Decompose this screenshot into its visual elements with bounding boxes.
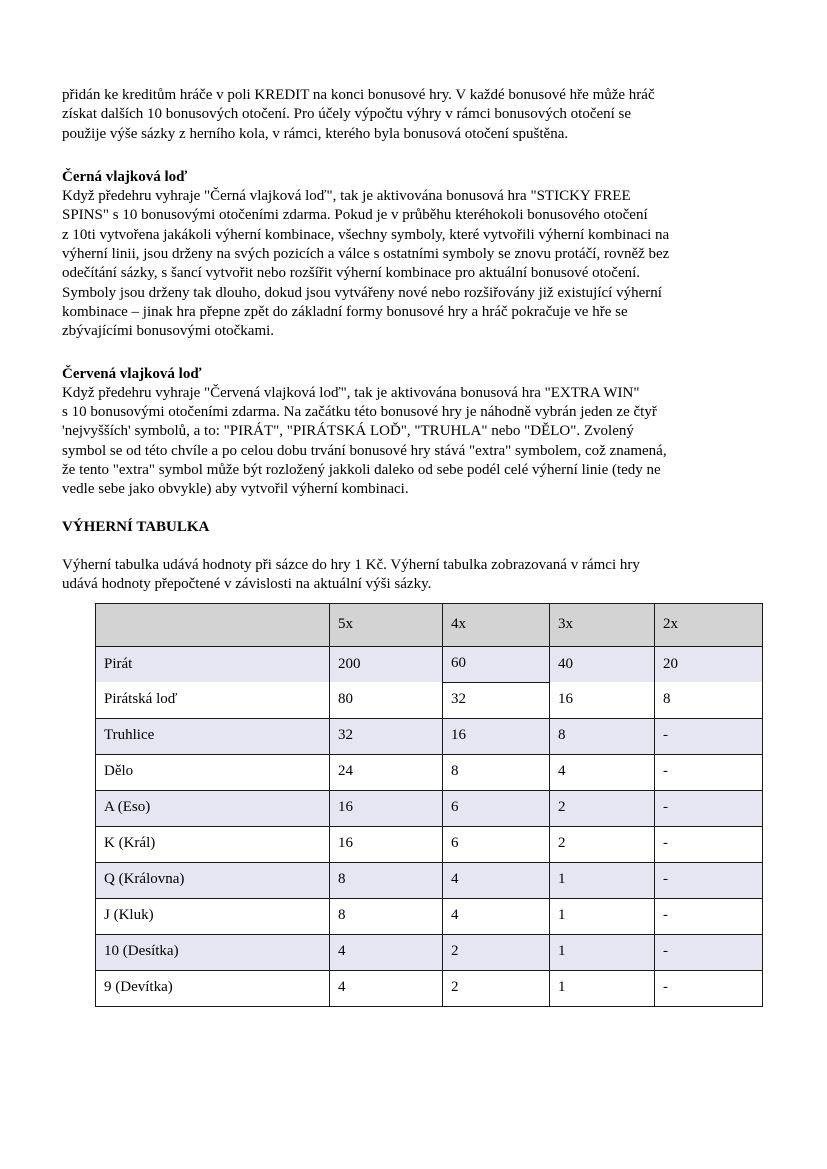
text-line: získat dalších 10 bonusových otočení. Pro účely výpočtu výhry v rámci bonusových otočení se — [62, 106, 632, 123]
value-cell: 2 — [443, 970, 550, 1006]
header-cell-5x: 5x — [330, 603, 443, 646]
value-cell: - — [655, 790, 763, 826]
table-row-pirat — [96, 646, 763, 682]
row-label-cell: Truhlice — [96, 718, 330, 754]
row-label-cell: Dělo — [96, 754, 330, 790]
paragraph-red-flagship — [62, 384, 765, 500]
text-line: SPINS" s 10 bonusovými otočeními zdarma. Pokud je v průběhu kteréhokoli bonusového otočení — [62, 207, 648, 224]
text-line: 'nejvyšších' symbolů, a to: "PIRÁT", "PIRÁTSKÁ LOĎ", "TRUHLA" nebo "DĚLO". Zvolený — [62, 423, 634, 440]
value-cell: 32 — [443, 682, 550, 718]
value-cell: 2 — [443, 934, 550, 970]
text-line: Když předehru vyhraje "Černá vlajková loď", tak je aktivována bonusová hra "STICKY FREE — [62, 188, 631, 205]
value-cell: 16 — [443, 718, 550, 754]
table-row-kral — [96, 826, 763, 862]
value-cell: 8 — [655, 682, 763, 718]
value-cell: - — [655, 862, 763, 898]
value-cell: 8 — [330, 862, 443, 898]
row-label-cell: Pirát — [96, 646, 330, 682]
section-heading-black-flagship: Černá vlajková loď — [62, 168, 188, 185]
value-cell: 80 — [330, 682, 443, 718]
paytable — [95, 603, 763, 1007]
header-cell-2x: 2x — [655, 603, 763, 646]
table-row-desitka — [96, 934, 763, 970]
value-cell: 4 — [443, 862, 550, 898]
value-cell: 1 — [550, 862, 655, 898]
value-cell: 8 — [330, 898, 443, 934]
text-line: z 10ti vytvořena jakákoli výherní kombinace, všechny symboly, které vytvořili výherní kombinaci na — [62, 226, 670, 243]
text-line: že tento "extra" symbol může být rozložený jakkoli daleko od sebe podél celé výherní linie (tedy ne — [62, 462, 661, 479]
header-cell-symbol — [96, 603, 330, 646]
value-cell: 200 — [330, 646, 443, 682]
value-cell: 16 — [550, 682, 655, 718]
text-line: s 10 bonusovými otočeními zdarma. Na začátku této bonusové hry je náhodně vybrán jeden ze čtyř — [62, 404, 657, 421]
text-line: přidán ke kreditům hráče v poli KREDIT na konci bonusové hry. V každé bonusové hře může hráč — [62, 87, 655, 103]
value-cell: - — [655, 898, 763, 934]
row-label-cell: Pirátská loď — [96, 682, 330, 718]
value-cell: 4 — [330, 970, 443, 1006]
value-cell: 2 — [550, 826, 655, 862]
table-row-devitka — [96, 970, 763, 1006]
value-cell: - — [655, 934, 763, 970]
text-line: udává hodnoty přepočtené v závislosti na aktuální výši sázky. — [62, 576, 432, 593]
value-cell: 20 — [655, 646, 763, 682]
value-cell: 1 — [550, 898, 655, 934]
row-label-cell: K (Král) — [96, 826, 330, 862]
text-line: vedle sebe jako obvykle) aby vytvořil výherní kombinaci. — [62, 481, 409, 498]
text-line: výherní linii, jsou drženy na svých pozicích a válce s ostatními symboly se znovu protáčí, rovněž bez — [62, 246, 670, 263]
table-row-piratska-lod — [96, 682, 763, 718]
header-cell-3x: 3x — [550, 603, 655, 646]
row-label-cell: Q (Královna) — [96, 862, 330, 898]
value-cell: 6 — [443, 826, 550, 862]
text-line: zbývajícími bonusovými otočkami. — [62, 323, 275, 340]
paragraph-black-flagship — [62, 187, 765, 341]
value-cell: 1 — [550, 934, 655, 970]
value-cell: 4 — [330, 934, 443, 970]
value-cell: 2 — [550, 790, 655, 826]
header-cell-4x: 4x — [443, 603, 550, 646]
value-cell: - — [655, 826, 763, 862]
text-line: použije výše sázky z herního kola, v rámci, kterého byla bonusová otočení spuštěna. — [62, 125, 569, 142]
value-cell: 32 — [330, 718, 443, 754]
intro-paragraph — [62, 86, 765, 144]
paytable-intro-paragraph — [62, 556, 765, 595]
value-cell: - — [655, 718, 763, 754]
table-row-kralovna — [96, 862, 763, 898]
text-line: kombinace – jinak hra přepne zpět do základní formy bonusové hry a hráč pokračuje ve hře se — [62, 303, 628, 320]
value-cell: 4 — [550, 754, 655, 790]
value-cell: 24 — [330, 754, 443, 790]
value-cell: 8 — [550, 718, 655, 754]
paytable-heading: VÝHERNÍ TABULKA — [62, 518, 210, 535]
value-cell: 1 — [550, 970, 655, 1006]
value-cell: 8 — [443, 754, 550, 790]
row-label-cell: 9 (Devítka) — [96, 970, 330, 1006]
table-row-kluk — [96, 898, 763, 934]
value-cell: 16 — [330, 790, 443, 826]
text-line: Když předehru vyhraje "Červená vlajková loď", tak je aktivována bonusová hra "EXTRA WIN" — [62, 384, 640, 401]
value-cell: 6 — [443, 790, 550, 826]
value-cell: 40 — [550, 646, 655, 682]
value-cell: 4 — [443, 898, 550, 934]
text-line: Výherní tabulka udává hodnoty při sázce do hry 1 Kč. Výherní tabulka zobrazovaná v rámci hry — [62, 556, 640, 573]
text-line: Symboly jsou drženy tak dlouho, dokud jsou vytvářeny nové nebo rozšiřovány již existující výherní — [62, 284, 662, 301]
value-cell: - — [655, 754, 763, 790]
table-row-delo — [96, 754, 763, 790]
table-header-row — [96, 603, 763, 646]
value-cell: 60 — [443, 646, 550, 682]
table-row-truhlice — [96, 718, 763, 754]
table-row-eso — [96, 790, 763, 826]
value-cell: 16 — [330, 826, 443, 862]
value-cell: - — [655, 970, 763, 1006]
text-line: odečítání sázky, s šancí vytvořit nebo rozšířit výherní kombinace pro aktuální bonusové otočení. — [62, 265, 641, 282]
row-label-cell: A (Eso) — [96, 790, 330, 826]
row-label-cell: J (Kluk) — [96, 898, 330, 934]
section-heading-red-flagship: Červená vlajková loď — [62, 365, 202, 382]
text-line: symbol se od této chvíle a po celou dobu trvání bonusové hry stává "extra" symbolem, což znamená, — [62, 442, 667, 459]
row-label-cell: 10 (Desítka) — [96, 934, 330, 970]
